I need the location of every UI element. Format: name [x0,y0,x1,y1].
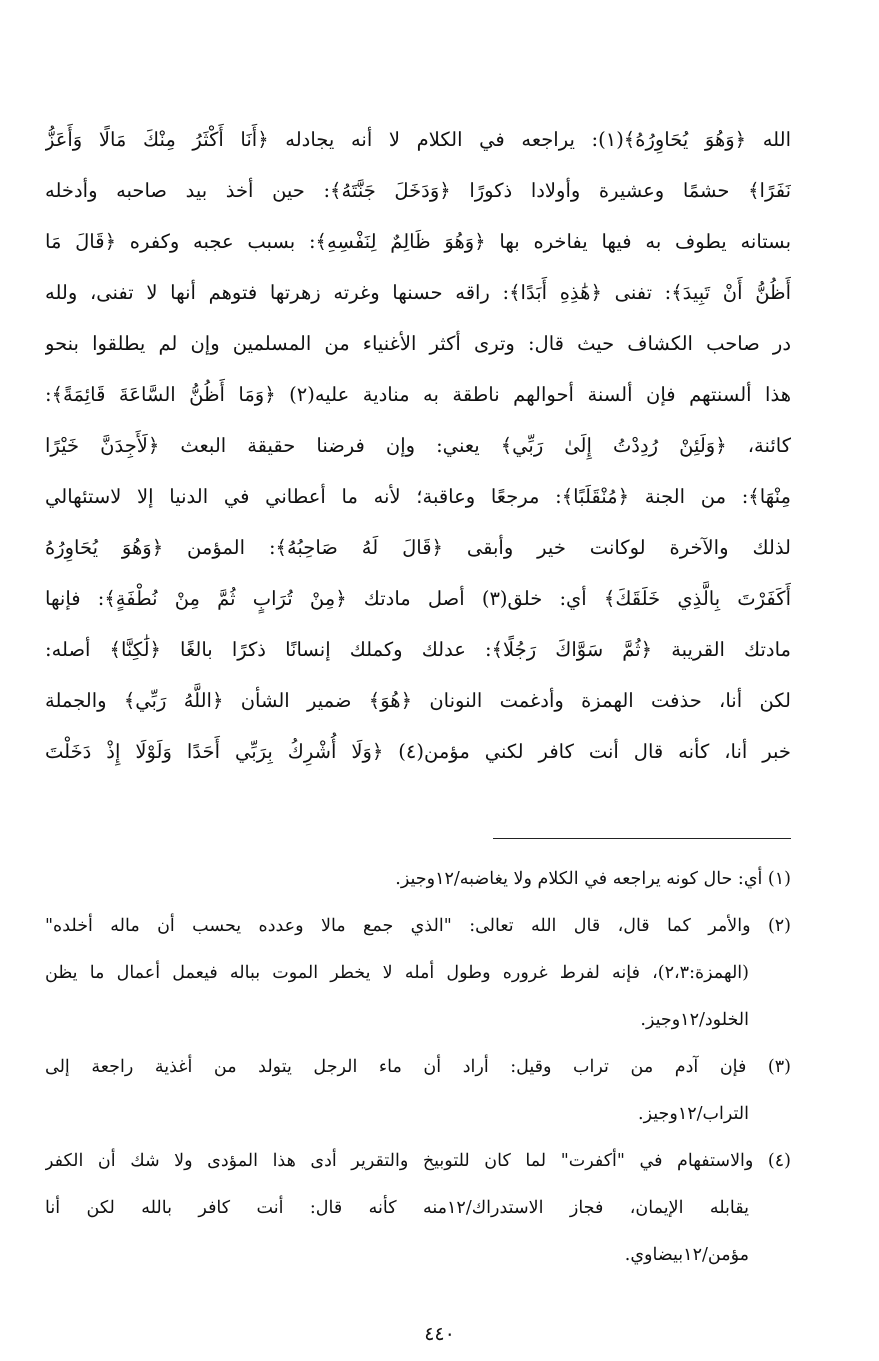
text-line: مادتك القريبة ﴿ثُمَّ سَوَّاكَ رَجُلًا﴾: عدلك وكملك إنسانًا ذكرًا بالغًا ﴿لَٰكِنَّا﴾ أصله: [45,638,791,661]
footnote-line: يقابله الإيمان، فجاز الاستدراك/١٢منه كأنه قال: أنت كافر بالله لكن أنا [45,1198,749,1218]
text-line: هذا ألسنتهم فإن ألسنة أحوالهم ناطقة به منادية عليه(٢) ﴿وَمَا أَظُنُّ السَّاعَةَ قَائِمَةً﴾: [45,383,791,406]
text-line: لذلك والآخرة لوكانت خير وأبقى ﴿قَالَ لَهُ صَاحِبُهُ﴾: المؤمن ﴿وَهُوَ يُحَاوِرُهُ [45,536,791,559]
text-line: أَكَفَرْتَ بِالَّذِي خَلَقَكَ﴾ أي: خلق(٣) أصل مادتك ﴿مِنْ تُرَابٍ ثُمَّ مِنْ نُطْفَةٍ﴾: فإنها [45,587,791,610]
text-line: مِنْهَا﴾: من الجنة ﴿مُنْقَلَبًا﴾: مرجعًا وعاقبة؛ لأنه ما أعطاني في الدنيا إلا لاستئهالي [45,485,791,508]
text-line: بستانه يطوف به فيها يفاخره بها ﴿وَهُوَ ظَالِمٌ لِنَفْسِهِ﴾: بسبب عجبه وكفره ﴿قَالَ مَا [45,230,791,253]
text-line: لكن أنا، حذفت الهمزة وأدغمت النونان ﴿هُوَ﴾ ضمير الشأن ﴿اللَّهُ رَبِّي﴾ والجملة [45,689,791,712]
footnote-line: (٢) والأمر كما قال، قال الله تعالى: "الذي جمع مالا وعدده يحسب أن ماله أخلده" [45,916,791,936]
text-line: خبر أنا، كأنه قال أنت كافر لكني مؤمن(٤) ﴿وَلَا أُشْرِكُ بِرَبِّي أَحَدًا وَلَوْلَا إِذْ دَخَلْتَ [45,740,791,763]
main-text [45,114,791,777]
footnote-line: (الهمزة:٢،٣)، فإنه لفرط غروره وطول أمله لا يخطر الموت بباله فيعمل أعمال ما يظن [45,963,749,983]
footnote-line: مؤمن/١٢بيضاوي. [624,1245,749,1265]
footnotes [45,856,791,1279]
footnote-line: (٤) والاستفهام في "أكفرت" لما كان للتوبيخ والتقرير أدى هذا المؤدى ولا شك أن الكفر [45,1151,791,1171]
text-line: أَظُنُّ أَنْ تَبِيدَ﴾: تفنى ﴿هَٰذِهِ أَبَدًا﴾: راقه حسنها وغرته زهرتها فتوهم أنها لا تفنى، ولله [45,281,791,304]
footnote-line: (١) أي: حال كونه يراجعه في الكلام ولا يغاضبه/١٢وجيز. [395,869,791,889]
footnote-line: (٣) فإن آدم من تراب وقيل: أراد أن ماء الرجل يتولد من أغذية راجعة إلى [45,1057,791,1077]
footnote-line: الخلود/١٢وجيز. [640,1010,749,1030]
text-line: كائنة، ﴿وَلَئِنْ رُدِدْتُ إِلَىٰ رَبِّي﴾ يعني: وإن فرضنا حقيقة البعث ﴿لَأَجِدَنَّ خَيْرًا [45,434,791,457]
footnote-line: التراب/١٢وجيز. [638,1104,749,1124]
text-line: الله ﴿وَهُوَ يُحَاوِرُهُ﴾(١): يراجعه في الكلام لا أنه يجادله ﴿أَنَا أَكْثَرُ مِنْكَ مَالًا وَأَعَزُّ [45,128,791,151]
footnote-separator [493,838,791,839]
text-line: نَفَرًا﴾ حشمًا وعشيرة وأولادا ذكورًا ﴿وَدَخَلَ جَنَّتَهُ﴾: حين أخذ بيد صاحبه وأدخله [45,179,791,202]
page-number: ٤٤٠ [424,1323,455,1345]
text-line: در صاحب الكشاف حيث قال: وترى أكثر الأغنياء من المسلمين وإن لم يطلقوا بنحو [45,332,791,355]
